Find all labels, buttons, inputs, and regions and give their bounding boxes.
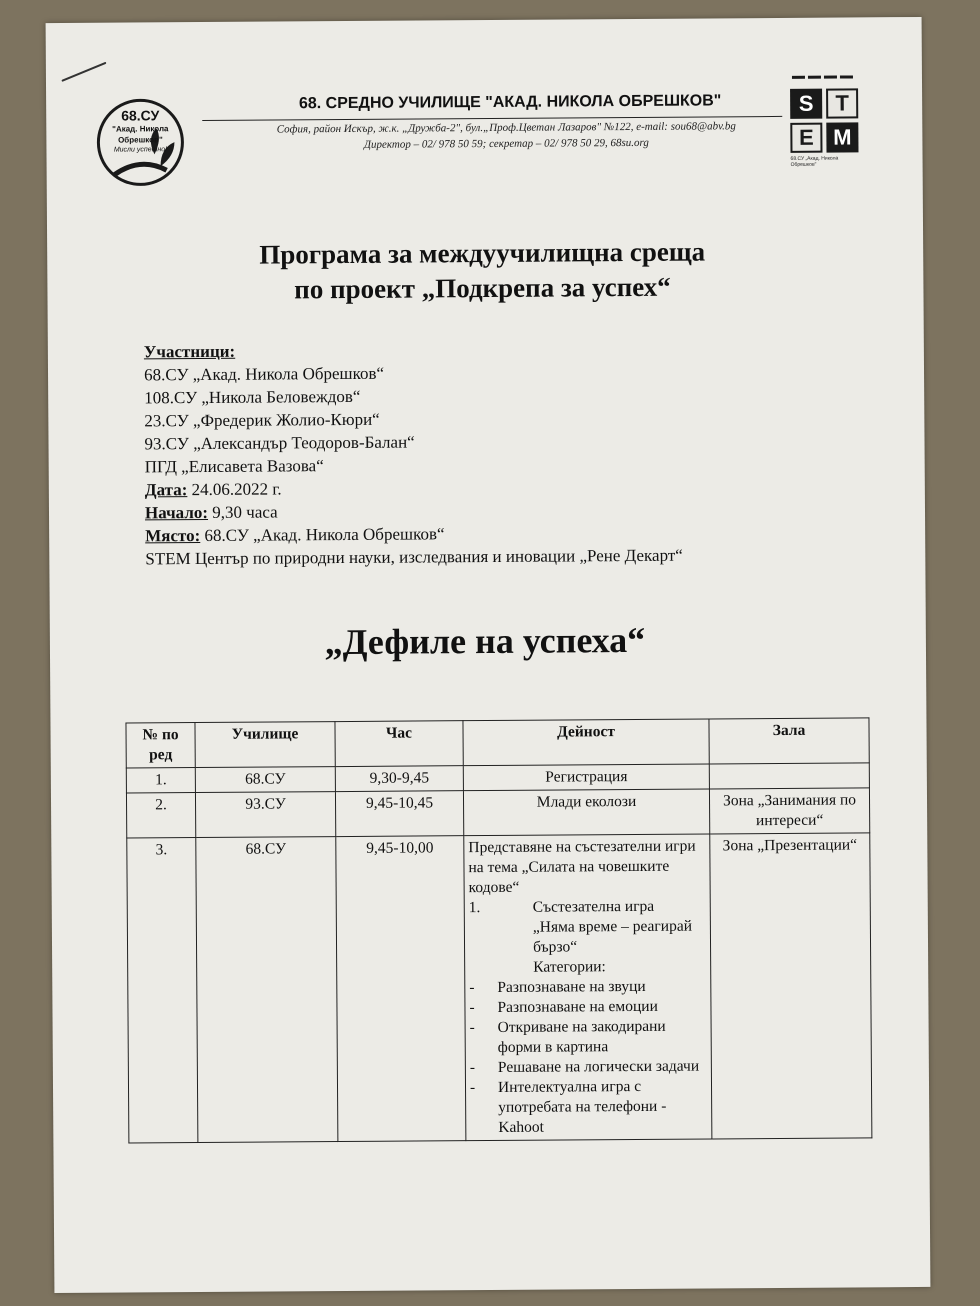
- participant-item: 23.СУ „Фредерик Жолио-Кюри“: [144, 409, 380, 431]
- table-header-row: [126, 718, 869, 768]
- cell-time: 9,30-9,45: [335, 766, 463, 792]
- meeting-info: [144, 335, 866, 570]
- dash-marker: -: [469, 1059, 476, 1077]
- category-text: Интелектуална игра с употребата на телефони - Kahoot: [497, 1077, 667, 1136]
- program-table: [125, 717, 872, 1143]
- logo-line2: "Акад. Никола Обрешков": [112, 124, 169, 145]
- cell-hall: Зона „Презентации“: [710, 833, 872, 1139]
- stem-logo-dots: [792, 75, 860, 78]
- date-value: 24.06.2022 г.: [187, 479, 282, 500]
- header-time: Час: [335, 721, 463, 767]
- dash-marker: -: [469, 999, 475, 1017]
- item-number: 1.: [468, 899, 481, 917]
- cell-hall: [709, 763, 869, 789]
- cell-activity: Регистрация: [463, 764, 709, 791]
- dash-marker: -: [469, 979, 475, 997]
- cell-activity: Млади еколози: [463, 789, 709, 836]
- category-text: Разпознаване на звуци: [497, 977, 646, 996]
- logo-line1: 68.СУ: [121, 107, 160, 124]
- item-line1: Състезателна игра: [532, 897, 655, 916]
- item-line3: Категории:: [533, 958, 606, 976]
- table-row: [127, 833, 872, 1143]
- category-text: Откриване на закодирани форми в картина: [497, 1017, 666, 1056]
- list-item: [470, 1076, 707, 1138]
- dash-marker: -: [469, 1079, 476, 1097]
- start-label: Начало:: [144, 502, 209, 523]
- cell-school: 68.СУ: [196, 837, 338, 1143]
- header-num: № по ред: [126, 723, 195, 768]
- list-item: [470, 1056, 707, 1078]
- participant-item: 93.СУ „Александър Теодоров-Балан“: [144, 432, 415, 454]
- stem-letter-s: S: [790, 89, 822, 119]
- cell-num: 1.: [126, 768, 195, 793]
- cell-activity: [464, 834, 712, 1141]
- place-label: Място:: [145, 526, 201, 546]
- category-text: Разпознаване на емоции: [497, 997, 658, 1016]
- school-address: София, район Искър, ж.к. „Дружба-2", бул.„Проф.Цветан Лазаров" №122, e-mail: sou68@abv.bg: [276, 120, 736, 136]
- cell-num: 2.: [126, 793, 195, 838]
- stem-letter-e: E: [790, 123, 822, 153]
- cell-school: 68.СУ: [195, 767, 335, 793]
- event-subtitle: „Дефиле на успеха“: [324, 619, 646, 663]
- participant-item: 108.СУ „Никола Беловеждов“: [144, 386, 361, 408]
- stem-letter-m: M: [826, 122, 858, 152]
- date-label: Дата:: [144, 480, 188, 500]
- list-item: [469, 996, 706, 1018]
- place-line2: STEM Център по природни науки, изследвания и иновации „Рене Декарт“: [145, 545, 683, 569]
- document-title: [107, 233, 857, 308]
- logo-motto: Мисли успешно!: [113, 146, 168, 154]
- participants-label: Участници:: [143, 341, 236, 362]
- stem-caption: 68.СУ „Акад. Никола Обрешков": [790, 155, 839, 168]
- participant-item: ПГД „Елисавета Вазова“: [144, 456, 324, 477]
- school-logo-text: [96, 106, 184, 155]
- header-school: Училище: [195, 722, 335, 768]
- dash-marker: -: [469, 1019, 475, 1037]
- category-text: Решаване на логически задачи: [497, 1057, 700, 1076]
- activity-intro: Представяне на състезателни игри на тема „Силата на човешките кодове“: [468, 837, 696, 897]
- place-value: 68.СУ „Акад. Никола Обрешков“: [200, 524, 445, 546]
- list-item: [469, 976, 706, 998]
- document-page: [46, 17, 931, 1293]
- cell-time: 9,45-10,45: [335, 791, 463, 837]
- cell-num: 3.: [127, 838, 198, 1143]
- school-name: 68. СРЕДНО УЧИЛИЩЕ "АКАД. НИКОЛА ОБРЕШКОВ": [298, 92, 722, 113]
- header-activity: Дейност: [463, 719, 709, 766]
- stem-logo: [790, 75, 861, 168]
- cell-school: 93.СУ: [195, 792, 335, 838]
- pen-mark: [61, 62, 106, 82]
- school-contacts: Директор – 02/ 978 50 59; секретар – 02/ 978 50 29, 68su.org: [363, 136, 649, 151]
- title-line2: по проект „Подкрепа за успех“: [294, 271, 671, 305]
- cell-hall: Зона „Занимания по интереси“: [709, 788, 869, 834]
- participant-item: 68.СУ „Акад. Никола Обрешков“: [143, 363, 385, 385]
- list-item: [470, 1016, 707, 1058]
- cell-time: 9,45-10,00: [336, 836, 466, 1142]
- start-value: 9,30 часа: [207, 502, 278, 522]
- item-line2: „Няма време – реагирай бързо“: [532, 917, 693, 956]
- title-line1: Програма за междуучилищна среща: [259, 236, 706, 270]
- header-hall: Зала: [709, 718, 869, 764]
- table-row: [126, 788, 869, 838]
- list-item: [469, 896, 707, 978]
- stem-letter-t: T: [826, 88, 858, 118]
